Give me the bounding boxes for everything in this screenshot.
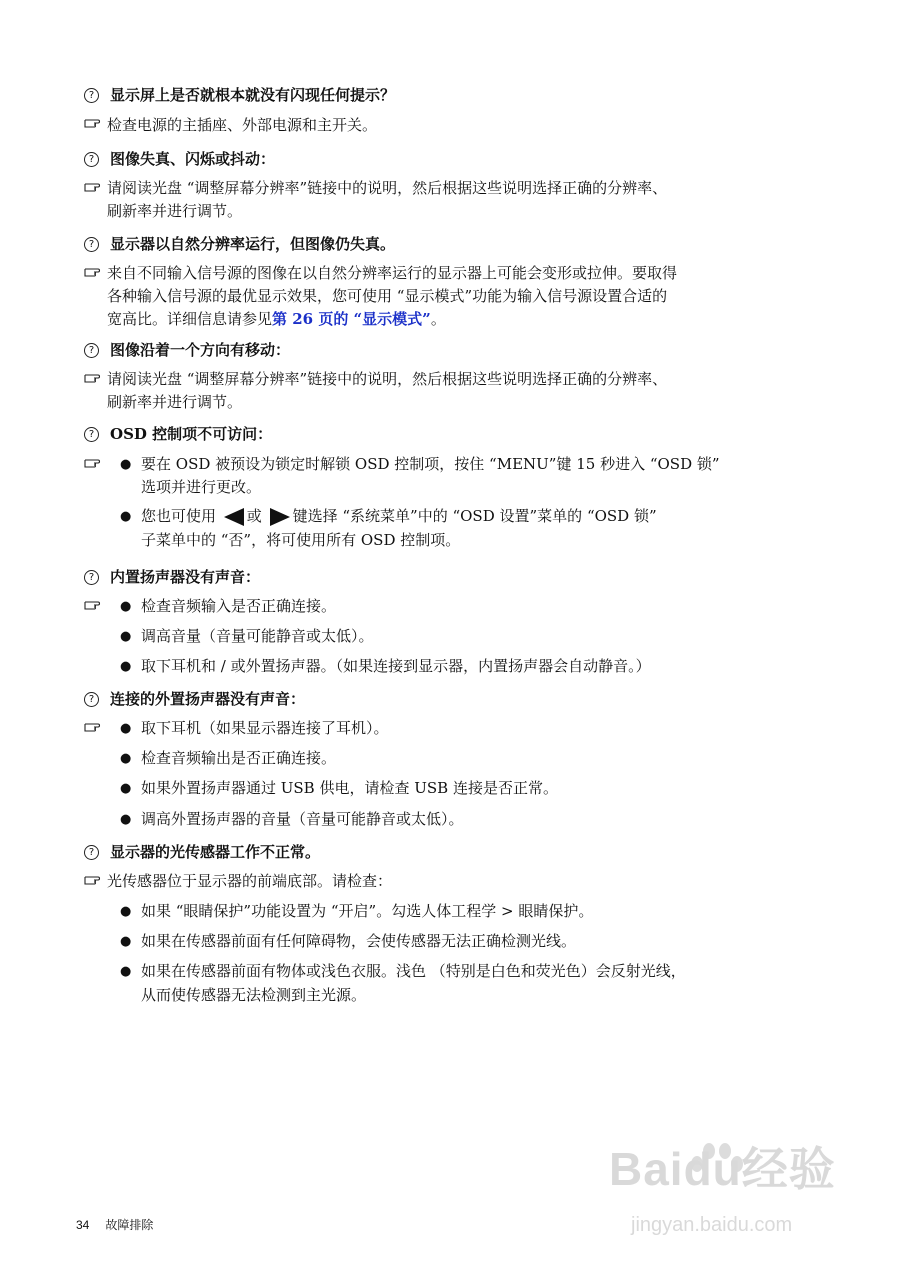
pointing-hand-icon	[84, 372, 106, 384]
pointing-hand-icon	[84, 181, 106, 193]
answer-4	[107, 368, 827, 414]
bullet-icon: ●	[120, 751, 132, 766]
answer-line-with-link	[107, 308, 827, 331]
list-item-text: 您也可使用	[141, 507, 217, 525]
answer-text: 宽高比。详细信息请参见	[107, 310, 273, 328]
question-circle-icon: ?	[84, 692, 99, 707]
bullet-icon: ●	[120, 721, 132, 736]
list-item-text: 选项并进行更改。	[141, 478, 262, 496]
bullet-icon: ●	[120, 599, 132, 614]
bullet-icon: ●	[120, 812, 132, 827]
question-text: 显示器的光传感器工作不正常。	[110, 843, 321, 861]
answer-line: 光传感器位于显示器的前端底部。请检查：	[107, 872, 393, 890]
question-2	[84, 148, 275, 171]
question-7	[84, 688, 305, 711]
answer-line: 刷新率并进行调节。	[107, 202, 243, 220]
question-3	[84, 233, 395, 256]
question-text: 图像失真、闪烁或抖动：	[110, 150, 276, 168]
pointing-hand-icon	[84, 457, 106, 469]
list-item-text: 如果外置扬声器通过 USB 供电，请检查 USB 连接是否正常。	[141, 779, 558, 797]
bullet-icon: ●	[120, 904, 132, 919]
bullet-icon: ●	[120, 964, 132, 979]
answer-line: 请阅读光盘 “调整屏幕分辨率”链接中的说明，然后根据这些说明选择正确的分辨率、	[107, 370, 668, 388]
question-text: 连接的外置扬声器没有声音：	[110, 690, 306, 708]
list-item-text: 键选择 “系统菜单”中的 “OSD 设置”菜单的 “OSD 锁”	[292, 507, 657, 525]
question-circle-icon: ?	[84, 845, 99, 860]
left-arrow-icon	[223, 507, 245, 527]
list-item-text-with-arrows	[141, 505, 657, 528]
answer-3	[107, 262, 827, 331]
page-footer	[76, 1214, 153, 1237]
list-item-text: 从而使传感器无法检测到主光源。	[141, 986, 367, 1004]
pointing-hand-icon	[84, 721, 106, 733]
question-circle-icon: ?	[84, 343, 99, 358]
pointing-hand-icon	[84, 599, 106, 611]
list-item-text: 取下耳机和 / 或外置扬声器。（如果连接到显示器，内置扬声器会自动静音。）	[141, 657, 651, 675]
bullet-icon: ●	[120, 659, 132, 674]
answer-2	[107, 177, 827, 223]
question-text: OSD 控制项不可访问：	[110, 425, 273, 443]
list-item-text: 检查音频输入是否正确连接。	[141, 597, 337, 615]
question-circle-icon: ?	[84, 88, 99, 103]
question-circle-icon: ?	[84, 152, 99, 167]
answer-1	[107, 114, 827, 137]
list-item-text: 如果 “眼睛保护”功能设置为 “开启”。勾选人体工程学 > 眼睛保护。	[141, 902, 594, 920]
question-text: 图像沿着一个方向有移动：	[110, 341, 291, 359]
list-item-text: 检查音频输出是否正确连接。	[141, 749, 337, 767]
list-item-text: 取下耳机（如果显示器连接了耳机）。	[141, 719, 389, 737]
question-text: 内置扬声器没有声音：	[110, 568, 261, 586]
question-1	[84, 84, 395, 107]
answer-line: 各种输入信号源的最优显示效果，您可使用 “显示模式”功能为输入信号源设置合适的	[107, 287, 668, 305]
question-circle-icon: ?	[84, 570, 99, 585]
question-text: 显示屏上是否就根本就没有闪现任何提示？	[110, 86, 396, 104]
answer-tail: 。	[430, 310, 446, 328]
page-number: 34	[76, 1218, 90, 1232]
section-name: 故障排除	[105, 1218, 154, 1232]
right-arrow-icon	[269, 507, 291, 527]
bullet-icon: ●	[120, 457, 132, 472]
pointing-hand-icon	[84, 117, 106, 129]
page-reference-link[interactable]: 第 26 页的 “显示模式”	[272, 310, 431, 328]
list-item-text: 如果在传感器前面有任何障碍物，会使传感器无法正确检测光线。	[141, 932, 577, 950]
list-item-text: 调高音量（音量可能静音或太低）。	[141, 627, 374, 645]
pointing-hand-icon	[84, 266, 106, 278]
question-circle-icon: ?	[84, 237, 99, 252]
pointing-hand-icon	[84, 874, 106, 886]
answer-8	[107, 870, 827, 893]
question-4	[84, 339, 290, 362]
answer-line: 请阅读光盘 “调整屏幕分辨率”链接中的说明，然后根据这些说明选择正确的分辨率、	[107, 179, 668, 197]
watermark	[609, 1140, 849, 1250]
list-item-text: 子菜单中的 “否”，将可使用所有 OSD 控制项。	[141, 531, 461, 549]
question-text: 显示器以自然分辨率运行，但图像仍失真。	[110, 235, 396, 253]
bullet-icon: ●	[120, 509, 132, 524]
bullet-icon: ●	[120, 629, 132, 644]
watermark-url: jingyan.baidu.com	[631, 1214, 793, 1236]
watermark-logo: Baidu经验	[609, 1143, 836, 1195]
question-circle-icon: ?	[84, 427, 99, 442]
list-item-text: 调高外置扬声器的音量（音量可能静音或太低）。	[141, 810, 464, 828]
answer-line: 检查电源的主插座、外部电源和主开关。	[107, 116, 378, 134]
bullet-icon: ●	[120, 934, 132, 949]
list-item-text: 如果在传感器前面有物体或浅色衣服。浅色 （特别是白色和荧光色）会反射光线，	[141, 962, 686, 980]
list-item-text: 要在 OSD 被预设为锁定时解锁 OSD 控制项，按住 “MENU”键 15 秒进入 “OSD 锁”	[141, 455, 720, 473]
list-item-text: 或	[246, 507, 262, 525]
question-8	[84, 841, 320, 864]
answer-line: 来自不同输入信号源的图像在以自然分辨率运行的显示器上可能会变形或拉伸。要取得	[107, 264, 678, 282]
question-5	[84, 423, 272, 446]
question-6	[84, 566, 260, 589]
answer-line: 刷新率并进行调节。	[107, 393, 243, 411]
bullet-icon: ●	[120, 781, 132, 796]
